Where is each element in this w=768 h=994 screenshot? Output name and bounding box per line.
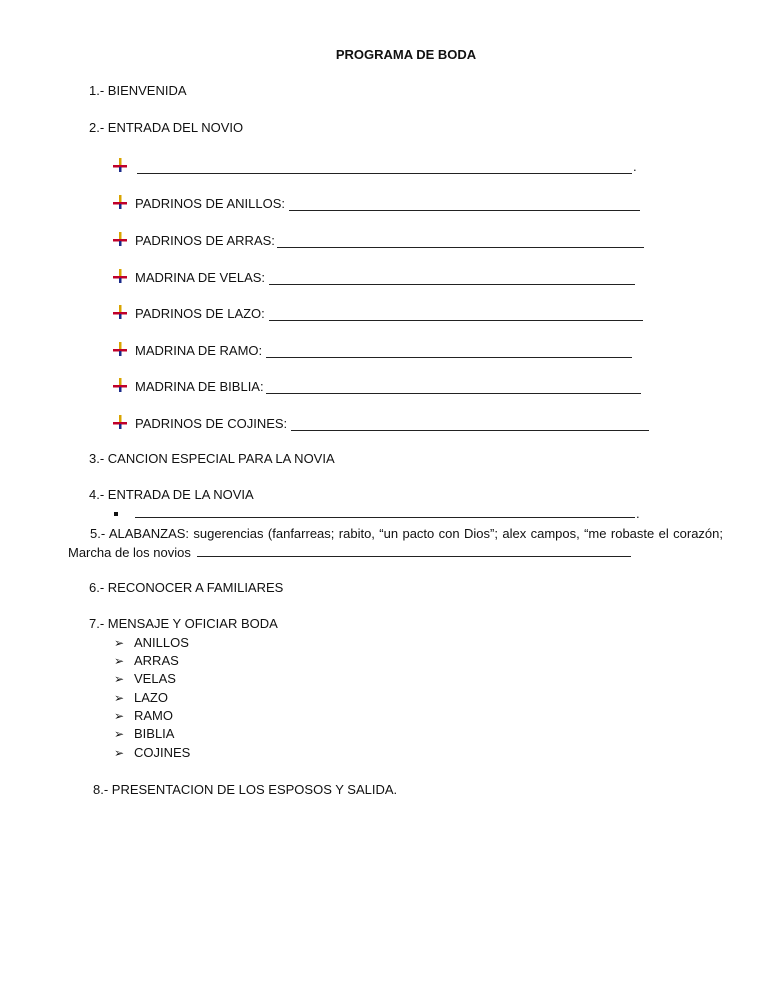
fill-in-blank[interactable]: [277, 235, 644, 248]
arrow-bullet-icon: ➢: [114, 691, 125, 705]
alabanzas-text: 5.- ALABANZAS: sugerencias (fanfarreas; rabito, “un pacto con Dios”; alex campos, “me robaste el corazón; Marcha de los novios: [68, 526, 723, 560]
list-item: [112, 413, 649, 431]
list-item: [114, 708, 173, 723]
section-entrada-novio: 2.- ENTRADA DEL NOVIO: [89, 120, 244, 135]
section-presentacion-salida: 8.- PRESENTACION DE LOS ESPOSOS Y SALIDA.: [93, 782, 398, 797]
fill-in-blank[interactable]: [266, 381, 641, 394]
list-item: [112, 340, 632, 358]
fill-in-blank[interactable]: [291, 418, 649, 431]
list-item-label: BIBLIA: [134, 726, 175, 741]
list-item-label: PADRINOS DE LAZO:: [135, 306, 265, 321]
list-item-label: VELAS: [134, 671, 176, 686]
list-item: .: [112, 156, 637, 174]
list-item: [114, 745, 190, 760]
cross-bullet-icon: [112, 377, 128, 393]
section-bienvenida: 1.- BIENVENIDA: [89, 83, 187, 98]
cross-bullet-icon: [112, 341, 128, 357]
list-item-label: PADRINOS DE ANILLOS:: [135, 196, 286, 211]
list-item: [114, 653, 179, 668]
list-item-label: MADRINA DE BIBLIA:: [135, 379, 264, 394]
list-item-label: RAMO: [134, 708, 173, 723]
list-item: [114, 671, 176, 686]
list-item: [112, 193, 640, 211]
list-item-label: ANILLOS: [134, 635, 189, 650]
fill-in-blank[interactable]: [135, 505, 635, 518]
arrow-bullet-icon: ➢: [114, 746, 125, 760]
cross-bullet-icon: [112, 194, 128, 210]
fill-in-blank[interactable]: [266, 345, 632, 358]
list-item-label: MADRINA DE VELAS:: [135, 270, 266, 285]
list-item: .: [135, 505, 640, 519]
list-item-label: MADRINA DE RAMO:: [135, 343, 263, 358]
fill-in-blank[interactable]: [269, 272, 635, 285]
list-item: [112, 376, 641, 394]
list-item: [112, 230, 644, 248]
section-entrada-novia: 4.- ENTRADA DE LA NOVIA: [89, 487, 254, 502]
page-title: PROGRAMA DE BODA: [335, 47, 477, 62]
fill-in-blank[interactable]: [197, 544, 631, 557]
arrow-bullet-icon: ➢: [114, 672, 125, 686]
arrow-bullet-icon: ➢: [114, 727, 125, 741]
arrow-bullet-icon: ➢: [114, 709, 125, 723]
list-item-label: LAZO: [134, 690, 168, 705]
cross-bullet-icon: [112, 157, 128, 173]
arrow-bullet-icon: ➢: [114, 654, 125, 668]
section-cancion-especial: 3.- CANCION ESPECIAL PARA LA NOVIA: [89, 451, 335, 466]
list-item: [114, 635, 189, 650]
fill-in-blank[interactable]: [137, 161, 632, 174]
list-item-label: ARRAS: [134, 653, 179, 668]
list-item-label: PADRINOS DE ARRAS:: [135, 233, 275, 248]
section-mensaje-oficiar: 7.- MENSAJE Y OFICIAR BODA: [89, 616, 278, 631]
section-alabanzas: [68, 524, 723, 562]
arrow-bullet-icon: ➢: [114, 636, 125, 650]
list-item-label: COJINES: [134, 745, 191, 760]
list-item: [114, 726, 174, 741]
square-bullet-icon: [114, 512, 118, 516]
cross-bullet-icon: [112, 304, 128, 320]
section-reconocer-familiares: 6.- RECONOCER A FAMILIARES: [89, 580, 284, 595]
list-item-label: PADRINOS DE COJINES:: [135, 416, 288, 431]
list-item: [114, 690, 168, 705]
fill-in-blank[interactable]: [269, 308, 643, 321]
list-item: [112, 303, 643, 321]
fill-in-blank[interactable]: [289, 198, 640, 211]
cross-bullet-icon: [112, 268, 128, 284]
cross-bullet-icon: [112, 414, 128, 430]
cross-bullet-icon: [112, 231, 128, 247]
list-item: [112, 267, 635, 285]
